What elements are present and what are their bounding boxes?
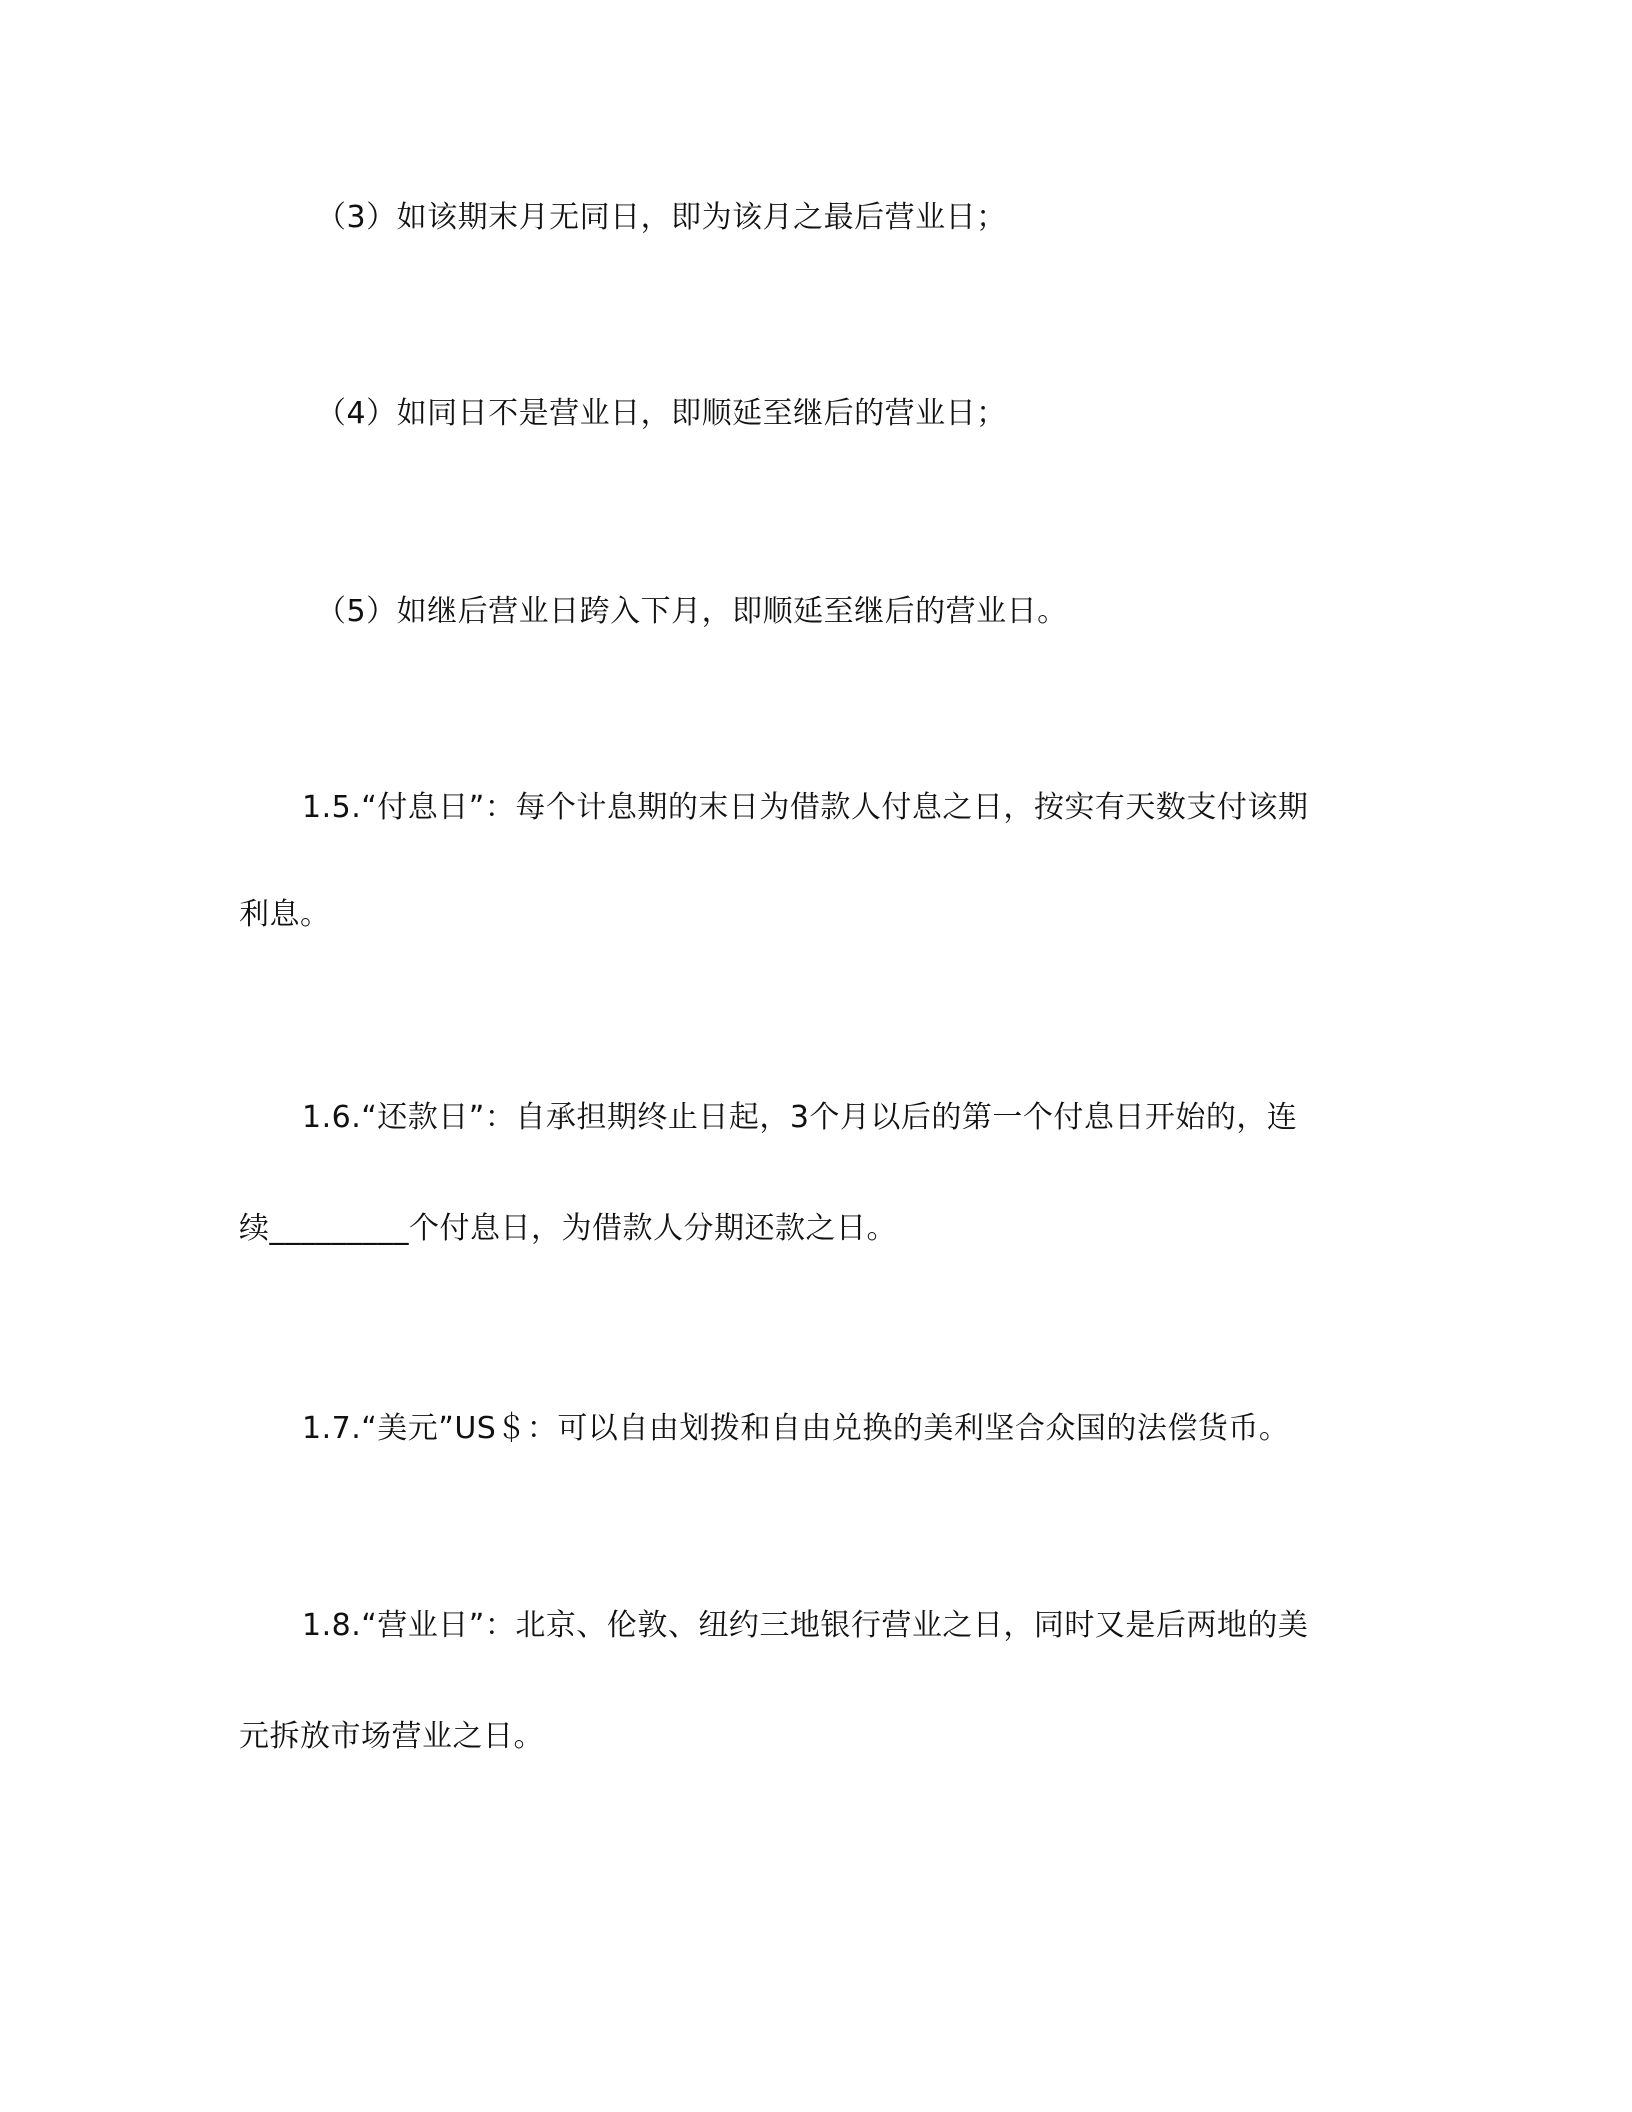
- clause-1-6-line-2: 续_________个付息日，为借款人分期还款之日。: [239, 1211, 897, 1246]
- clause-1-5-line-1: 1.5.“付息日”：每个计息期的末日为借款人付息之日，按实有天数支付该期: [302, 790, 1309, 825]
- clause-1-8-line-2: 元拆放市场营业之日。: [239, 1719, 544, 1754]
- clause-1-8-line-1: 1.8.“营业日”：北京、伦敦、纽约三地银行营业之日，同时又是后两地的美: [302, 1608, 1309, 1643]
- list-item-4: （4）如同日不是营业日，即顺延至继后的营业日；: [316, 396, 1007, 431]
- clause-1-5-line-2: 利息。: [239, 897, 331, 932]
- clause-1-7-line-1: 1.7.“美元”US＄：可以自由划拨和自由兑换的美利坚合众国的法偿货币。: [302, 1411, 1290, 1446]
- clause-1-6-line-1: 1.6.“还款日”：自承担期终止日起，3个月以后的第一个付息日开始的，连: [302, 1100, 1298, 1135]
- list-item-3: （3）如该期末月无同日，即为该月之最后营业日；: [316, 200, 1007, 235]
- list-item-5: （5）如继后营业日跨入下月，即顺延至继后的营业日。: [316, 594, 1068, 629]
